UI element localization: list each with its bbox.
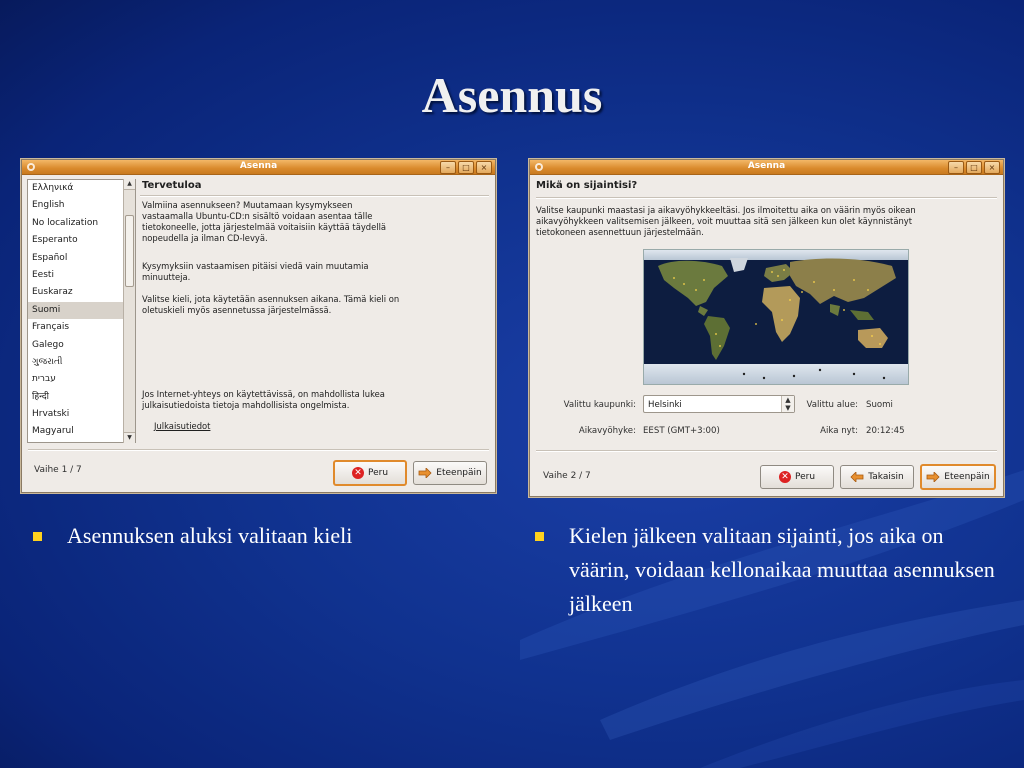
spin-updown-icon[interactable]: ▲ ▼: [781, 396, 794, 412]
forward-button[interactable]: [413, 461, 487, 485]
language-list-item[interactable]: עברית: [32, 374, 56, 385]
divider: [536, 450, 997, 452]
language-list-item[interactable]: Esperanto: [32, 235, 78, 246]
welcome-paragraph-1: Valmiina asennukseen? Muutamaan kysymykseen vastaamalla Ubuntu-CD:n sisältö voidaan asentaa tälle tietokoneelle, jotta järjestelmää voitaisiin käyttää täydellä nopeudella ja ilman CD-levyä.: [142, 200, 387, 243]
arrow-left-icon: [850, 472, 864, 482]
location-intro: Valitse kaupunki maastasi ja aikavyöhykkeeltäsi. Jos ilmoitettu aika on väärin myös oikean aikavyöhykkeen valitsemisen jälkeen, voit muuttaa sitä sen jälkeen kun olet käynnistänyt tietokoneen asennettuun järjestelmään.: [536, 205, 916, 237]
language-list-item[interactable]: Suomi: [28, 302, 135, 319]
language-list-item[interactable]: Hrvatski: [32, 409, 70, 420]
time-label: Aika nyt:: [820, 426, 858, 436]
installer-window-location: [529, 159, 1004, 497]
window-titlebar[interactable]: [22, 160, 495, 175]
city-select[interactable]: [643, 395, 795, 413]
divider: [536, 197, 997, 199]
welcome-paragraph-2: Kysymyksiin vastaamisen pitäisi viedä vain muutamia minuutteja.: [142, 261, 369, 282]
language-list-item[interactable]: Galego: [32, 339, 64, 350]
back-button-label: Takaisin: [868, 472, 904, 482]
language-list-item[interactable]: हिन्दी: [32, 391, 50, 402]
divider: [28, 449, 489, 451]
slide-title: Asennus: [421, 67, 603, 123]
arrow-right-icon: [926, 472, 940, 482]
back-button[interactable]: [840, 465, 914, 489]
window-title: Asenna: [747, 161, 786, 171]
cancel-button-label: Peru: [794, 472, 816, 482]
step-indicator: Vaihe 1 / 7: [34, 465, 82, 475]
window-titlebar[interactable]: [530, 160, 1003, 175]
cancel-icon: ✕: [352, 467, 364, 479]
region-value: Suomi: [866, 400, 893, 410]
time-value: 20:12:45: [866, 426, 905, 436]
region-label: Valittu alue:: [806, 400, 858, 410]
welcome-paragraph-3: Valitse kieli, jota käytetään asennuksen aikana. Tämä kieli on oletuskieli myös asennetussa järjestelmässä.: [142, 294, 400, 315]
language-list-item[interactable]: Magyarul: [32, 426, 74, 437]
bullet-square-icon: [535, 532, 544, 541]
cancel-button[interactable]: [760, 465, 834, 489]
release-notes-link[interactable]: Julkaisutiedot: [154, 421, 211, 431]
scroll-down-icon[interactable]: ▼: [124, 432, 135, 443]
language-list[interactable]: [27, 179, 136, 443]
arrow-right-icon: [418, 468, 432, 478]
close-icon[interactable]: ×: [476, 161, 492, 174]
welcome-heading: Tervetuloa: [142, 180, 202, 191]
location-heading: Mikä on sijaintisi?: [536, 180, 638, 191]
close-icon[interactable]: ×: [984, 161, 1000, 174]
scroll-up-icon[interactable]: ▲: [124, 179, 135, 190]
minimize-icon[interactable]: –: [948, 161, 964, 174]
language-list-scrollbar[interactable]: [123, 179, 135, 443]
language-list-item[interactable]: English: [32, 200, 65, 211]
timezone-value: EEST (GMT+3:00): [643, 426, 720, 436]
timezone-label: Aikavyöhyke:: [578, 426, 636, 436]
forward-button-label: Eteenpäin: [436, 468, 482, 478]
language-list-item[interactable]: Euskaraz: [32, 287, 73, 298]
language-list-item[interactable]: Ελληνικά: [32, 183, 74, 193]
world-map-image: [644, 250, 908, 384]
bullet-left-text: Asennuksen aluksi valitaan kieli: [67, 523, 353, 548]
step-indicator: Vaihe 2 / 7: [543, 471, 591, 481]
cancel-button-label: Peru: [367, 468, 389, 478]
world-map[interactable]: [643, 249, 909, 385]
cancel-icon: ✕: [779, 471, 791, 483]
city-label: Valittu kaupunki:: [563, 400, 636, 410]
maximize-icon[interactable]: □: [966, 161, 982, 174]
window-title: Asenna: [239, 161, 278, 171]
cancel-button[interactable]: [333, 460, 407, 486]
maximize-icon[interactable]: □: [458, 161, 474, 174]
installer-window-language: [21, 159, 496, 493]
minimize-icon[interactable]: –: [440, 161, 456, 174]
city-select-value: Helsinki: [648, 400, 682, 410]
scrollbar-thumb[interactable]: [125, 215, 134, 287]
bullet-right: [535, 519, 1005, 621]
language-list-item[interactable]: Français: [32, 322, 70, 333]
divider: [140, 195, 489, 197]
language-list-item[interactable]: ગુજરાતી: [32, 356, 63, 367]
language-list-item[interactable]: Español: [32, 252, 68, 263]
bullet-left: [33, 519, 473, 553]
internet-note: Jos Internet-yhteys on käytettävissä, on mahdollista lukea julkaisutiedoista tietoja mahdollisista ongelmista.: [142, 389, 385, 410]
language-list-item[interactable]: Eesti: [32, 269, 54, 280]
forward-button-label: Eteenpäin: [944, 472, 990, 482]
bullet-square-icon: [33, 532, 42, 541]
bullet-right-text: Kielen jälkeen valitaan sijainti, jos aika on väärin, voidaan kellonaikaa muuttaa asennuksen jälkeen: [569, 523, 995, 616]
forward-button[interactable]: [920, 464, 996, 490]
language-list-item[interactable]: No localization: [32, 217, 99, 228]
